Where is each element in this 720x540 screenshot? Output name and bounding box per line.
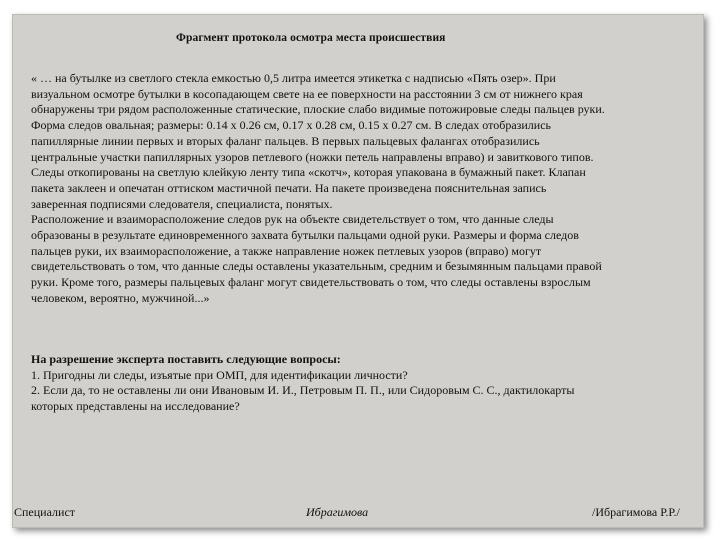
questions-section [31, 352, 703, 415]
signature-name: /Ибрагимова Р.Р./ [592, 505, 680, 519]
protocol-text [31, 71, 703, 307]
protocol-line: центральные участки папиллярных узоров петлевого (ножки петель направлены вправо) и завиткового типов. [31, 149, 594, 164]
questions-heading: На разрешение эксперта поставить следующие вопросы: [31, 352, 341, 366]
protocol-line: пакета заклеен и опечатан оттиском мастичной печати. На пакете произведена пояснительная запись [31, 180, 547, 195]
protocol-line: папиллярные линии первых и вторых фаланг пальцев. В первых пальцевых фалангах отобразились [31, 133, 540, 148]
handwritten-signature: Ибрагимова [306, 505, 369, 519]
question-line: 2. Если да, то не оставлены ли они Ивановым И. И., Петровым П. П., или Сидоровым С. С., дактилокарты [31, 383, 575, 398]
protocol-line: образованы в результате единовременного захвата бутылки пальцами одной руки. Размеры и форма следов [31, 228, 579, 243]
protocol-line: свидетельствовать о том, что данные следы оставлены указательным, средним и безымянным пальцами правой [31, 259, 602, 274]
protocol-line: Форма следов овальная; размеры: 0.14 x 0.26 см, 0.17 x 0.28 см, 0.15 x 0.27 см. В следах отобразились [31, 118, 552, 133]
protocol-line: « … на бутылке из светлого стекла емкостью 0,5 литра имеется этикетка с надписью «Пять озер». При [31, 71, 556, 85]
signature-role: Специалист [14, 505, 76, 519]
protocol-line: заверенная подписями следователя, специалиста, понятых. [31, 196, 333, 211]
protocol-line: пальцев руки, их взаиморасположение, а также направление ножек петлевых узоров (вправо) могут [31, 243, 542, 258]
document-title: Фрагмент протокола осмотра места происшествия [176, 32, 446, 44]
protocol-line: Следы откопированы на светлую клейкую ленту типа «скотч», которая упакована в бумажный пакет. Клапан [31, 165, 586, 180]
question-line: которых представлены на исследование? [31, 399, 240, 414]
protocol-line: визуальном осмотре бутылки в косопадающем свете на ее поверхности на расстоянии 3 см от нижнего края [31, 86, 583, 101]
protocol-line: руки. Кроме того, размеры пальцевых фаланг могут свидетельствовать о том, что следы оставлены взрослым [31, 275, 591, 290]
protocol-line: человеком, вероятно, мужчиной...» [31, 290, 210, 305]
question-line: 1. Пригодны ли следы, изъятые при ОМП, для идентификации личности? [31, 367, 408, 382]
protocol-line: обнаружены три рядом расположенные статические, плоские слабо видимые потожировые следы пальцев руки. [31, 102, 605, 117]
protocol-line: Расположение и взаиморасположение следов рук на объекте свидетельствует о том, что данные следы [31, 212, 554, 227]
